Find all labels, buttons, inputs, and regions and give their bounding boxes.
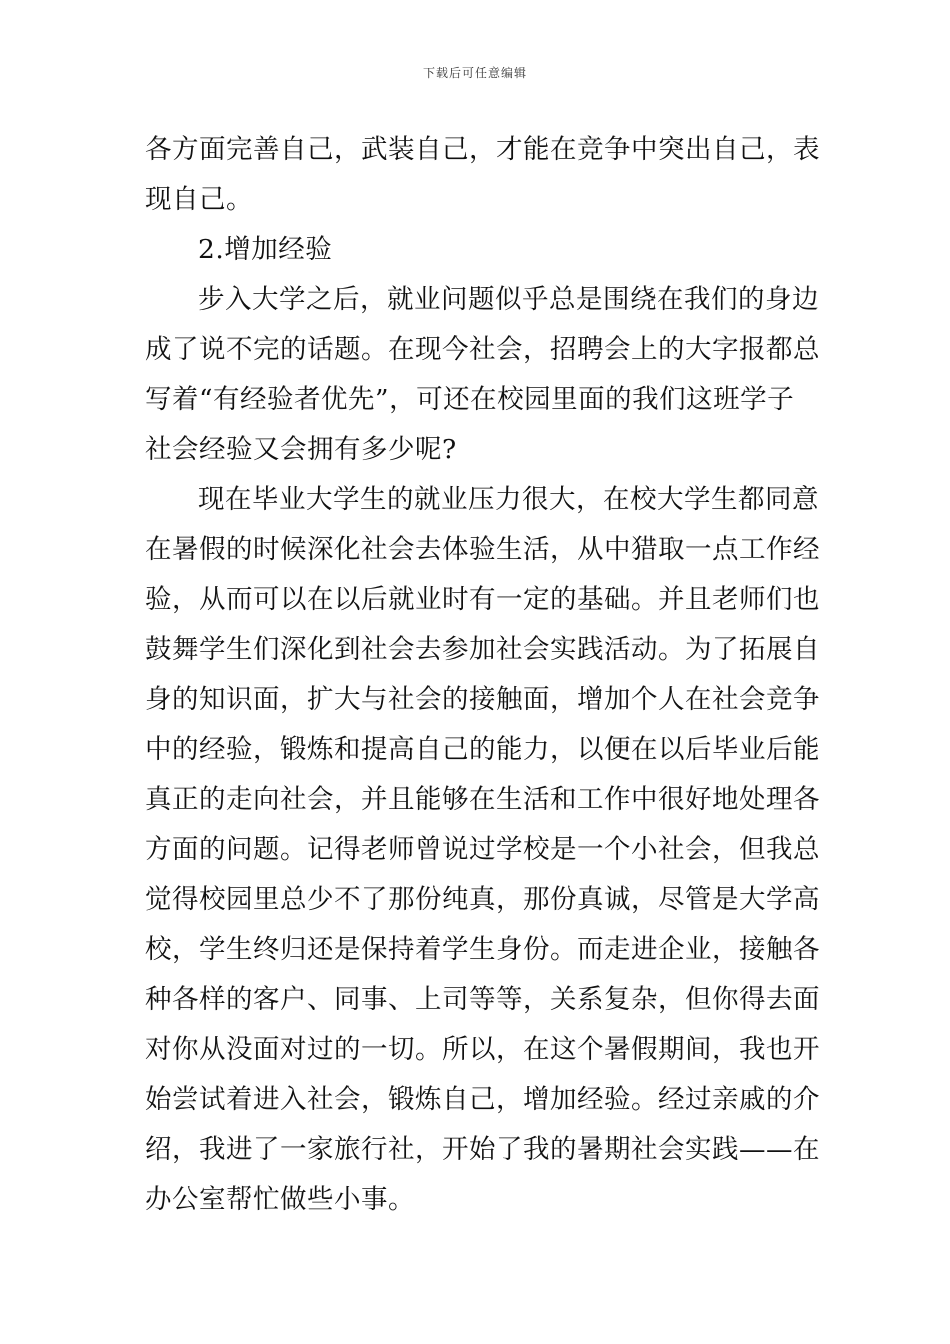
header-note: 下载后可任意编辑 [422, 66, 527, 80]
text-line: 真正的走向社会，并且能够在生活和工作中很好地处理各 [145, 784, 820, 815]
text-line: 成了说不完的话题。在现今社会，招聘会上的大字报都总 [145, 334, 820, 365]
text-line: 各方面完善自己，武装自己，才能在竞争中突出自己，表 [145, 134, 820, 165]
text-line: 中的经验，锻炼和提高自己的能力，以便在以后毕业后能 [145, 734, 820, 765]
text-line: 校，学生终归还是保持着学生身份。而走进企业，接触各 [145, 934, 820, 965]
text-line: 现自己。 [145, 184, 253, 215]
text-line: 办公室帮忙做些小事。 [145, 1184, 415, 1215]
text-line: 写着“有经验者优先”，可还在校园里面的我们这班学子 [145, 384, 795, 415]
text-line: 种各样的客户、同事、上司等等，关系复杂，但你得去面 [145, 984, 820, 1015]
text-line: 社会经验又会拥有多少呢? [145, 434, 457, 465]
text-line: 绍，我进了一家旅行社，开始了我的暑期社会实践——在 [145, 1134, 820, 1165]
text-line: 鼓舞学生们深化到社会去参加社会实践活动。为了拓展自 [145, 634, 820, 665]
paragraph-start: 步入大学之后，就业问题似乎总是围绕在我们的身边 [198, 284, 819, 315]
text-line: 在暑假的时候深化社会去体验生活，从中猎取一点工作经 [145, 534, 820, 565]
text-line: 对你从没面对过的一切。所以，在这个暑假期间，我也开 [145, 1034, 820, 1065]
section-heading: 2.增加经验 [198, 234, 333, 265]
text-line: 验，从而可以在以后就业时有一定的基础。并且老师们也 [145, 584, 820, 615]
text-line: 觉得校园里总少不了那份纯真，那份真诚，尽管是大学高 [145, 884, 820, 915]
text-line: 身的知识面，扩大与社会的接触面，增加个人在社会竞争 [145, 684, 820, 715]
text-line: 始尝试着进入社会，锻炼自己，增加经验。经过亲戚的介 [145, 1084, 820, 1115]
paragraph-start: 现在毕业大学生的就业压力很大，在校大学生都同意 [198, 484, 819, 515]
document-body [145, 125, 820, 1225]
text-line: 方面的问题。记得老师曾说过学校是一个小社会，但我总 [145, 834, 820, 865]
